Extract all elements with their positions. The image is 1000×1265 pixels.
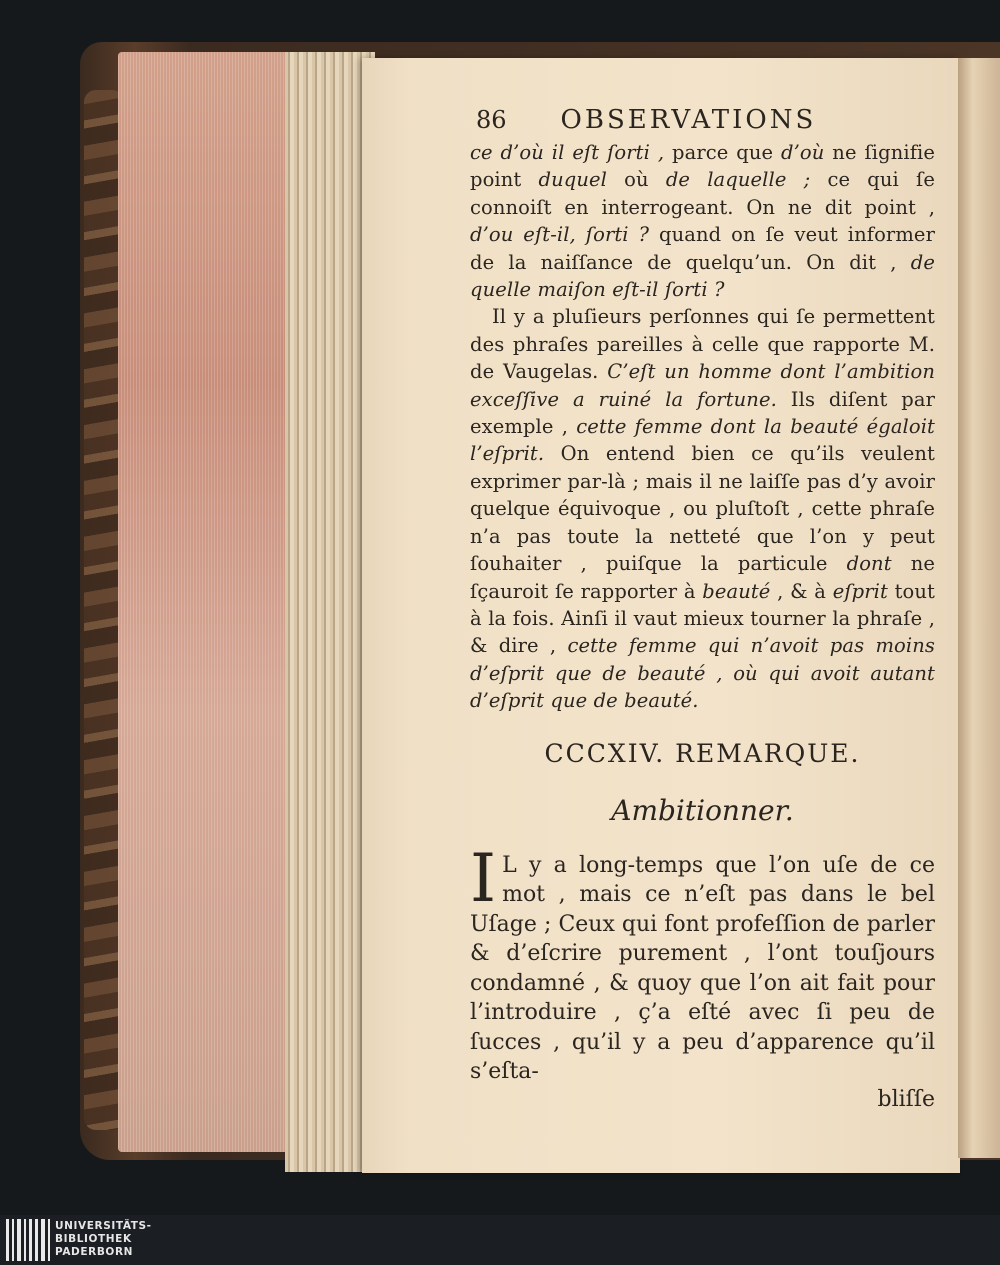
p1-segment: où — [607, 168, 666, 192]
paragraph-2 — [470, 303, 935, 714]
p1-segment: de laquelle ; — [665, 168, 811, 192]
catchword: bliſſe — [877, 1086, 935, 1112]
p2-segment: beauté — [702, 579, 771, 603]
paragraph-1 — [470, 139, 935, 303]
p2-segment: dont — [846, 552, 892, 576]
p2-segment: Il y a pluſieurs perſonnes qui ſe permettent des phraſes pareilles à celle que rapporte M. de Vaugelas. — [470, 305, 935, 384]
p2-segment: cette femme dont la beauté égaloit l’eſprit. — [470, 415, 935, 466]
p1-segment: quand on ſe veut informer de la naiſſance de quelqu’un. On dit , — [470, 223, 935, 274]
running-title: OBSERVATIONS — [560, 105, 817, 135]
paragraph-3 — [470, 839, 935, 1087]
remark-word: Ambitionner. — [611, 793, 794, 827]
paragraph-3-text: L y a long-temps que l’on uſe de ce mot , mais ce n’eſt pas dans le bel Uſage ; Ceux qui font profeſſion de parler & d’eſcrire purement , l’ont touſjours condamné , & quoy que l’on ait fait pour l’introduire , ç’a eſté avec ſi peu de ſucces , qu’il y a peu d’apparence qu’il s’eſta- — [470, 852, 935, 1085]
p1-segment: ce d’où il eſt ſorti , — [470, 141, 665, 164]
library-name-line-2: BIBLIOTHEK — [55, 1233, 132, 1245]
p2-segment: C’eſt un homme dont l’ambition exceſſive a ruiné la fortune. — [470, 360, 935, 411]
page-text — [470, 105, 935, 1112]
remark-heading: CCCXIV. REMARQUE. — [544, 738, 861, 768]
p1-segment: de quelle maiſon eſt-il ſorti ? — [470, 250, 935, 302]
p2-segment: On entend bien ce qu’ils veulent exprimer par-là ; mais il ne laiſſe pas d’y avoir quelque équivoque , ou pluſtoſt , cette phraſe n’a pas toute la netteté que l’on y peut ſouhaiter , puiſque la particule — [470, 442, 935, 576]
page-number: 86 — [476, 106, 507, 134]
library-name-line-3: PADERBORN — [55, 1246, 134, 1258]
p2-segment: eſprit — [832, 579, 888, 603]
p2-segment: tout à la fois. Ainſi il vaut mieux tourner la phraſe , & dire , — [470, 579, 935, 658]
p2-segment: Ils diſent par exemple , — [470, 387, 935, 439]
p1-segment: ce qui ſe connoiſt en interrogeant. On ne dit point , — [470, 168, 936, 219]
page-edge-right — [958, 58, 1000, 1158]
p2-segment: , & à — [770, 579, 833, 603]
drop-cap: I — [470, 839, 497, 917]
p1-segment: ne ſignifie point — [470, 141, 936, 192]
library-name — [55, 1220, 152, 1259]
library-logo-icon — [6, 1219, 50, 1261]
p1-segment: d’ou eſt-il, ſorti ? — [470, 223, 650, 247]
p1-segment: duquel — [538, 168, 607, 192]
p1-segment: parce que — [664, 141, 782, 164]
p2-segment: ne ſçauroit ſe rapporter à — [470, 552, 935, 603]
library-name-line-1: UNIVERSITÄTS- — [55, 1220, 152, 1232]
p2-segment: cette femme qui n’avoit pas moins d’eſprit que de beauté , où qui avoit autant d’eſprit que de beauté. — [470, 634, 935, 713]
p1-segment: d’où — [781, 141, 825, 164]
page-edges-left — [118, 52, 288, 1152]
running-header — [476, 105, 935, 135]
